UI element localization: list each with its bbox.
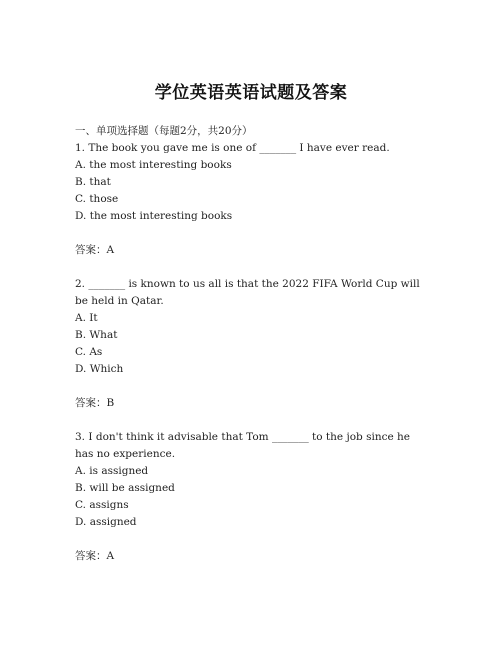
option-b: B. that <box>75 176 111 188</box>
option-a: A. the most interesting books <box>75 159 232 171</box>
option-b: B. will be assigned <box>75 482 175 494</box>
option-d: D. assigned <box>75 516 137 528</box>
section-heading: 一、单项选择题（每题2分，共20分） <box>75 125 253 137</box>
option-b: B. What <box>75 329 118 341</box>
option-a: A. It <box>75 312 98 324</box>
answer-line: 答案：B <box>75 397 115 409</box>
answer-line: 答案：A <box>75 550 115 562</box>
page-title: 学位英语英语试题及答案 <box>154 83 348 103</box>
option-d: D. the most interesting books <box>75 210 233 222</box>
spacer <box>75 531 430 548</box>
answer-line: 答案：A <box>75 244 115 256</box>
spacer <box>75 412 430 429</box>
option-c: C. As <box>75 346 103 358</box>
option-d: D. Which <box>75 363 124 375</box>
spacer <box>75 378 430 395</box>
document-body <box>75 123 430 565</box>
spacer <box>75 259 430 276</box>
option-c: C. those <box>75 193 119 205</box>
question-3 <box>75 429 430 565</box>
question-2 <box>75 276 430 412</box>
question-stem: 1. The book you gave me is one of _______ I have ever read. <box>75 142 390 154</box>
question-stem: 2. _______ is known to us all is that the 2022 FIFA World Cup will be held in Qatar. <box>75 278 424 307</box>
option-a: A. is assigned <box>75 465 149 477</box>
option-c: C. assigns <box>75 499 129 511</box>
spacer <box>75 225 430 242</box>
question-1 <box>75 140 430 259</box>
question-stem: 3. I don't think it advisable that Tom _______ to the job since he has no experience. <box>75 431 414 460</box>
